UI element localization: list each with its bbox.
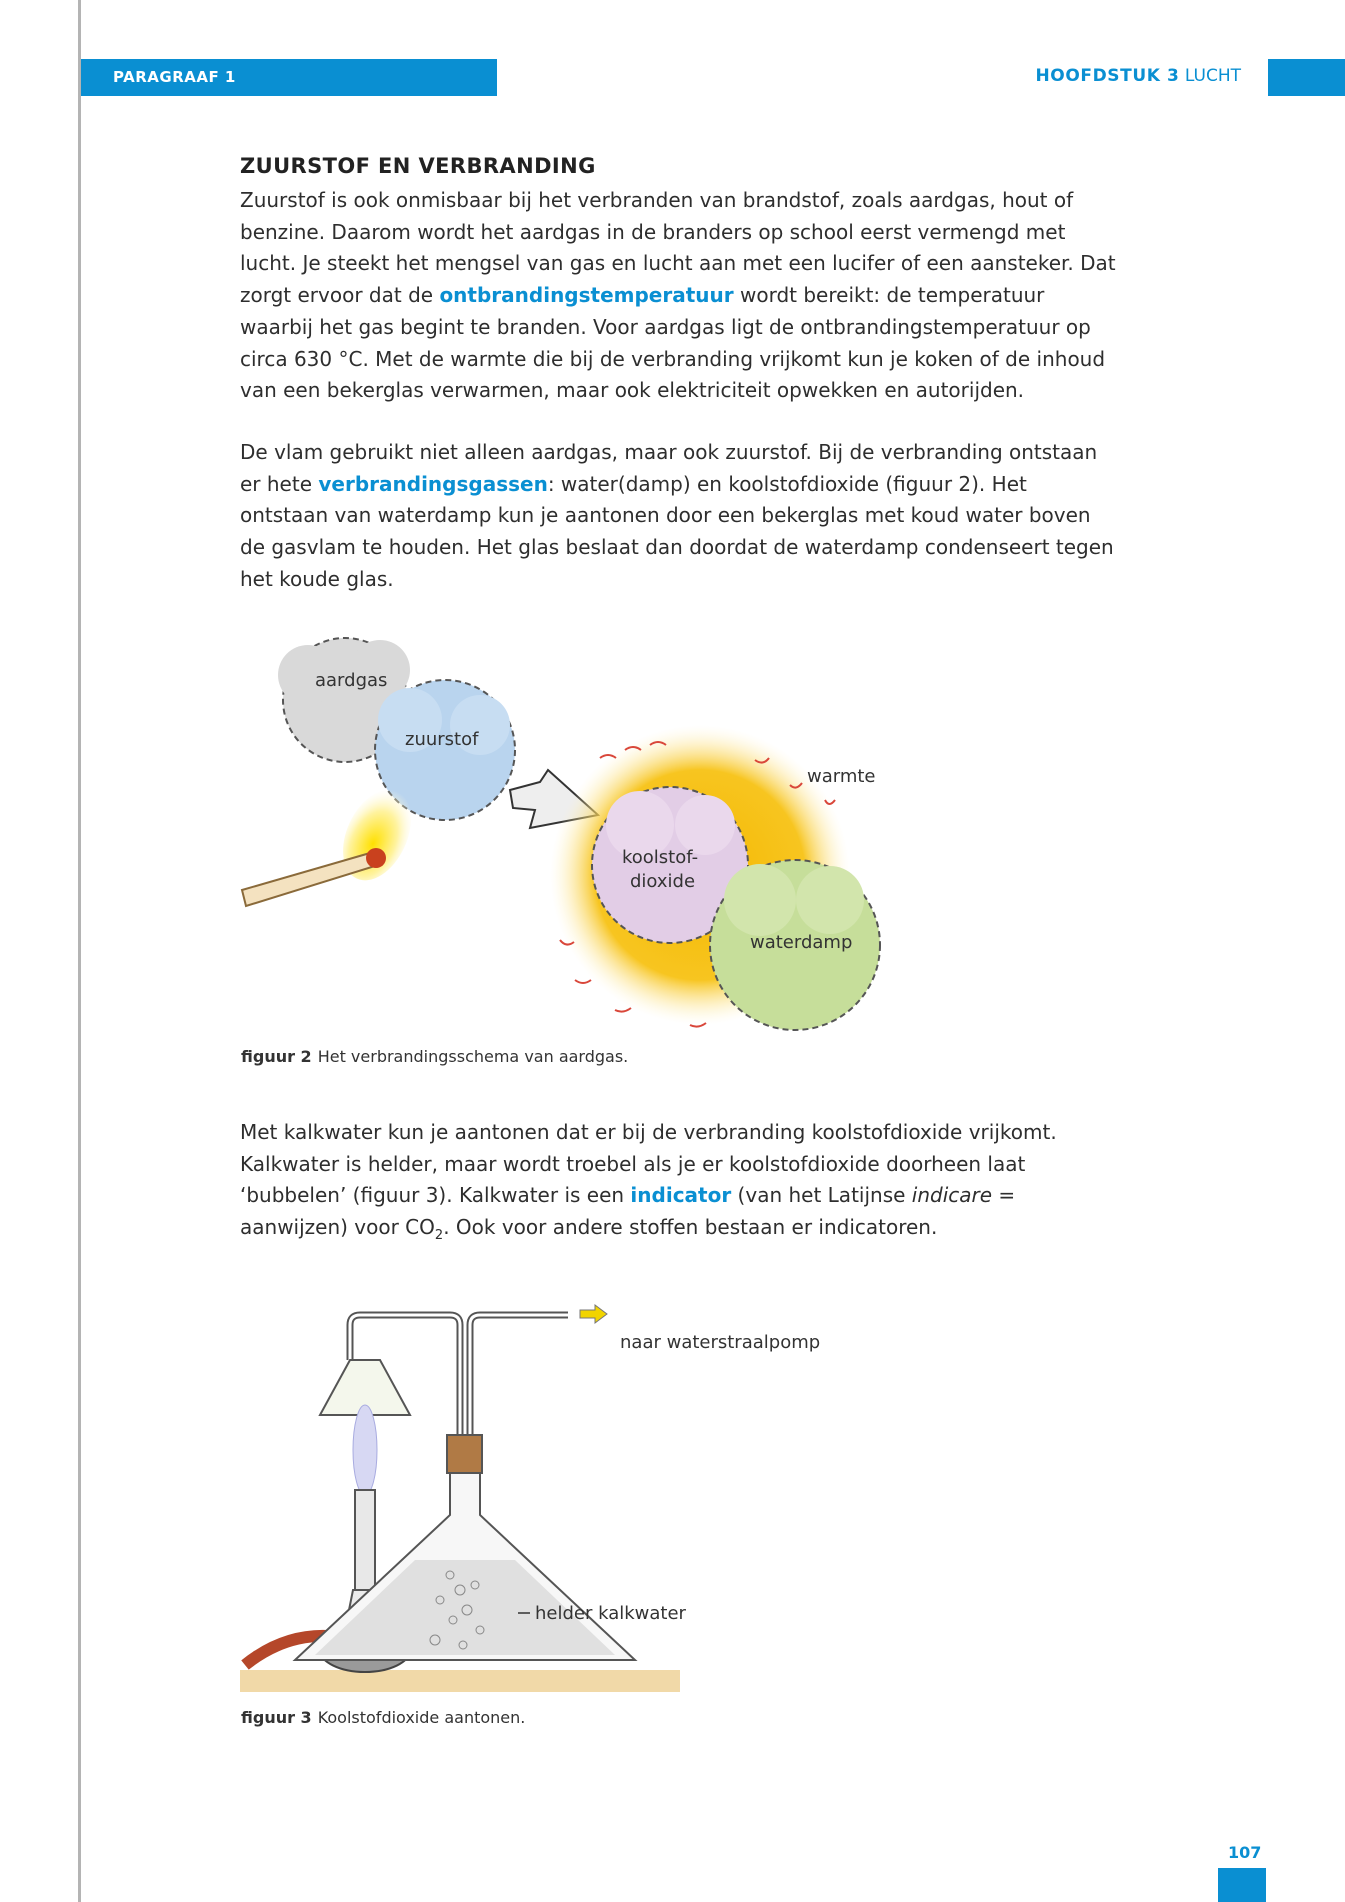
label-waterdamp: waterdamp [750,932,853,953]
figure-3-limewater-setup [235,1300,835,1700]
paragraph-1-text-b: wordt bereikt: de temperatuur waarbij het gas begint te branden. Voor aardgas ligt de ontbrandingstemperatuur op circa 630 °C. Met de warmte die bij de verbranding vrijkomt kun je koken of de inhoud van een bekerglas verwarmen, maar ook elektriciteit opwekken en autorijden. [240,283,1106,403]
paragraph-3-text-c: = aanwijzen) voor CO [240,1183,1016,1240]
pump-arrow-icon [580,1305,607,1323]
figure-3-caption-label: figuur 3 [241,1708,312,1727]
section-label: PARAGRAAF 1 [113,68,236,86]
figure-3-caption-text: Koolstofdioxide aantonen. [317,1708,526,1727]
page-number-bar [1218,1868,1266,1902]
figure-3-caption [241,1708,525,1727]
figure-2-combustion-diagram [230,610,930,1040]
page-margin-line [78,0,81,1902]
chapter-header [1035,66,1241,86]
chapter-number: HOOFDSTUK 3 [1035,66,1180,86]
paragraph-3-text-a: Met kalkwater kun je aantonen dat er bij de verbranding koolstofdioxide vrijkomt. Kalkwater is helder, maar wordt troebel als je er koolstofdioxide doorheen laat ‘bubbelen’ (figuur 3). Kalkwater is een [240,1120,1057,1208]
label-koolstof-line1: koolstof- [622,847,699,868]
label-zuurstof: zuurstof [405,729,479,750]
chapter-name: LUCHT [1184,66,1241,86]
co2-subscript: 2 [434,1228,444,1244]
keyword-indicator: indicator [630,1183,732,1208]
keyword-ontbrandingstemperatuur: ontbrandingstemperatuur [439,283,734,308]
burner-flame [353,1405,377,1495]
paragraph-3 [240,1117,1120,1252]
paragraph-2-text-a: De vlam gebruikt niet alleen aardgas, maar ook zuurstof. Bij de verbranding ontstaan er hete [240,440,1098,496]
keyword-verbrandingsgassen: verbrandingsgassen [318,471,548,496]
paragraph-3-text-b: (van het Latijnse [731,1183,912,1208]
paragraph-1 [240,185,1120,407]
label-aardgas: aardgas [315,670,388,691]
paragraph-3-italic: indicare [911,1183,993,1208]
paragraph-2-text-b: : water(damp) en koolstofdioxide (figuur 2). Het ontstaan van waterdamp kun je aantonen door een bekerglas met koud water boven de gasvlam te houden. Het glas beslaat dan doordat de waterdamp condenseert tegen het koude glas. [240,471,1114,591]
paragraph-1-text-a: Zuurstof is ook onmisbaar bij het verbranden van brandstof, zoals aardgas, hout of benzine. Daarom wordt het aardgas in de branders op school eerst vermengd met lucht. Je steekt het mengsel van gas en lucht aan met een lucifer of een aansteker. Dat zorgt ervoor dat de [240,188,1116,308]
figure-2-caption-label: figuur 2 [241,1047,312,1066]
table-surface [240,1670,680,1692]
section-header-bar [81,59,497,96]
erlenmeyer-flask [295,1435,635,1660]
figure-2-caption-text: Het verbrandingsschema van aardgas. [317,1047,629,1066]
figure-2-caption [241,1047,628,1066]
page-number: 107 [1228,1843,1262,1862]
label-warmte: warmte [807,766,876,787]
label-kalkwater: helder kalkwater [535,1603,686,1624]
label-koolstof-line2: dioxide [630,871,696,892]
section-heading: ZUURSTOF EN VERBRANDING [240,154,596,178]
label-pump: naar waterstraalpomp [620,1332,821,1353]
chapter-header-bar [1268,59,1345,96]
limewater-setup-svg [235,1300,835,1700]
paragraph-3-text-d: . Ook voor andere stoffen bestaan er indicatoren. [443,1215,938,1240]
paragraph-2 [240,437,1120,596]
combustion-diagram-svg [230,610,930,1040]
